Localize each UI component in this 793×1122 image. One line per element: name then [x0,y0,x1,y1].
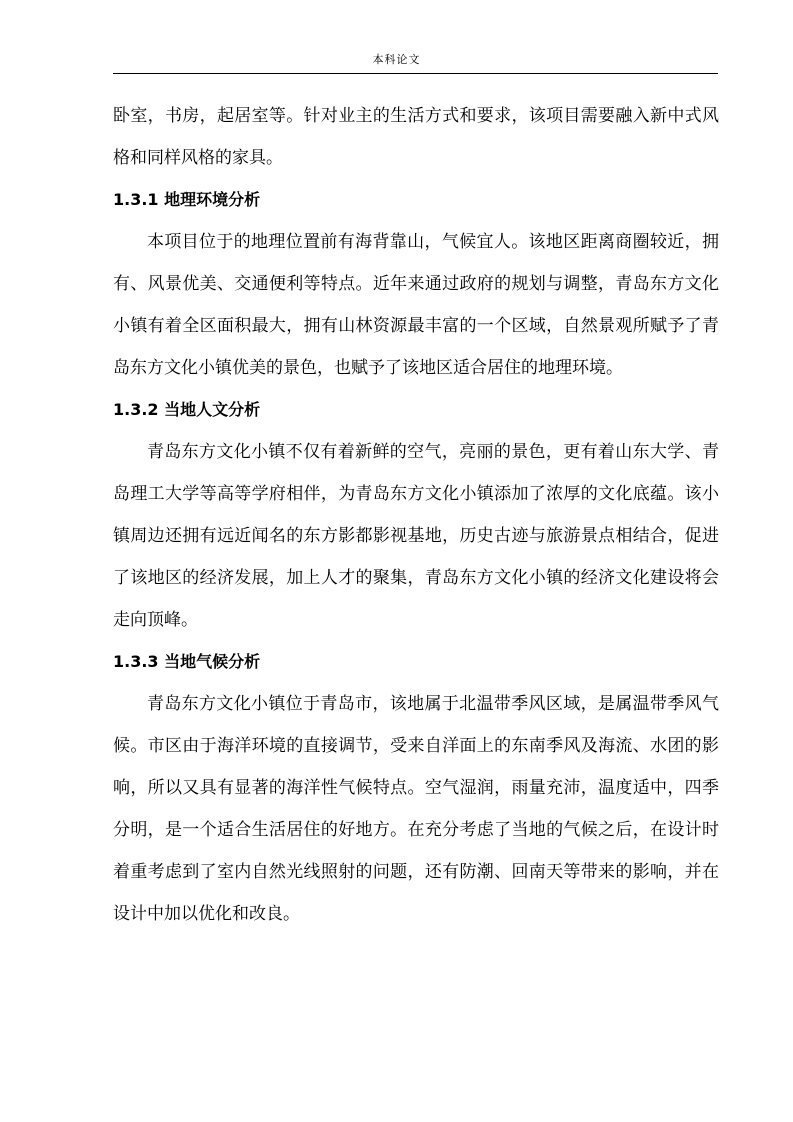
paragraph-geography: 本项目位于的地理位置前有海背靠山，气候宜人。该地区距离商圈较近，拥有、风景优美、交通便利等特点。近年来通过政府的规划与调整，青岛东方文化小镇有着全区面积最大，拥有山林资源最丰富的一个区域，自然景观所赋予了青岛东方文化小镇优美的景色，也赋予了该地区适合居住的地理环境。 [113,232,719,378]
paragraph-culture: 青岛东方文化小镇不仅有着新鲜的空气，亮丽的景色，更有着山东大学、青岛理工大学等高等学府相伴，为青岛东方文化小镇添加了浓厚的文化底蕴。该小镇周边还拥有远近闻名的东方影都影视基地，历史古迹与旅游景点相结合，促进了该地区的经济发展，加上人才的聚集，青岛东方文化小镇的经济文化建设将会走向顶峰。 [113,442,719,630]
paragraph-intro-continued: 卧室，书房，起居室等。针对业主的生活方式和要求，该项目需要融入新中式风格和同样风格的家具。 [113,106,719,168]
header-divider [113,73,718,74]
section-heading-climate: 1.3.3 当地气候分析 [113,652,261,671]
section-heading-geography: 1.3.1 地理环境分析 [113,190,261,209]
section-heading-culture: 1.3.2 当地人文分析 [113,400,261,419]
document-body [113,95,719,935]
paragraph-climate: 青岛东方文化小镇位于青岛市，该地属于北温带季风区域，是属温带季风气候。市区由于海洋环境的直接调节，受来自洋面上的东南季风及海流、水团的影响，所以又具有显著的海洋性气候特点。空气湿润，雨量充沛，温度适中，四季分明，是一个适合生活居住的好地方。在充分考虑了当地的气候之后，在设计时着重考虑到了室内自然光线照射的问题，还有防潮、回南天等带来的影响，并在设计中加以优化和改良。 [113,694,719,924]
page-header-title: 本科论文 [372,53,421,66]
